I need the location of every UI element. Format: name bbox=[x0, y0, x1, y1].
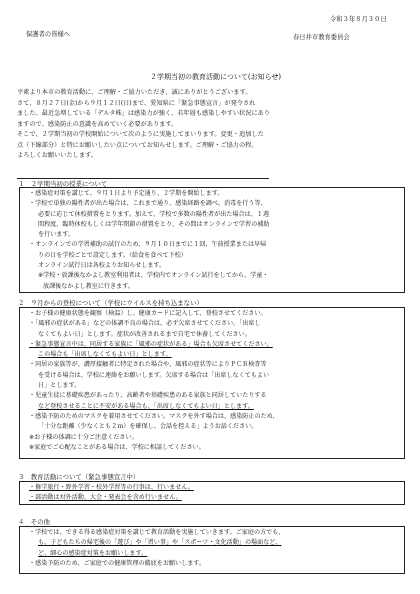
intro-line: さて、８月２７日(金)から９月１２日(日)まで、愛知県に「緊急事態宣言」が発令され bbox=[17, 99, 256, 107]
list-item: ・お子様の健康状態を観察（検温）し、健康カードに記入して、登校させてください。 bbox=[29, 310, 267, 317]
list-item: ・学校では、できる得る感染症対策を講じて教育活動を実施していきます。ご家庭の方でも、 bbox=[29, 529, 285, 536]
list-item: ・児童生徒に基礎疾患があったり、高齢者や基礎疾患のある家族と同居していたりする bbox=[29, 392, 267, 400]
sender: 春日井市教育委員会 bbox=[293, 34, 350, 41]
list-item: 日」とします。 bbox=[38, 382, 81, 390]
list-item: オンライン試行日は各校よりお知らせします。 bbox=[38, 262, 166, 270]
list-item-underlined: この場合も「出席しなくてもよい日」とします。 bbox=[38, 351, 172, 359]
list-item-underlined: も、子どもたちの帰宅後の「遊び」や「習い事」や「スポーツ・文化活動」の場面など、 bbox=[38, 539, 282, 547]
list-item: ・学校で単独の陽性者が出た場合は、これまで通り、感染経路を調べ、消毒を行う等、 bbox=[29, 200, 267, 208]
section-3-body bbox=[29, 483, 401, 504]
document-title: ２学期当初の教育活動について(お知らせ) bbox=[150, 73, 282, 81]
list-item: 間程度、臨時休校もしくは学年閉鎖の措置をとり、その間はオンラインで学習の補助 bbox=[38, 220, 270, 228]
date-line: 令和３年８月３０日 bbox=[330, 16, 387, 23]
list-item-underlined: ・修学旅行・野外学習・校外学習等の行事は、行いません。 bbox=[29, 484, 194, 491]
intro-line: 平素より本市の教育活動に、ご理解・ご協力いただき、誠にありがとうございます。 bbox=[17, 89, 252, 96]
note-item: ※家庭でご心配なことがある場合は、学校に相談してください。 bbox=[29, 443, 205, 451]
section-1-heading: １ ２学期当初の授業について bbox=[18, 180, 108, 188]
intro-paragraph bbox=[17, 88, 401, 162]
section-4-heading: ４ その他 bbox=[18, 518, 50, 526]
list-item: 放課後なかよし教室に行きます。 bbox=[43, 282, 134, 290]
intro-line: よろしくお願いいたします。 bbox=[17, 152, 97, 159]
list-item: ・「風邪の症状がある」などの体調不良の場合は、必ず欠席させてください。「出席し bbox=[29, 320, 261, 328]
intro-line: ますので、感染防止の意識を高めていく必要があります。 bbox=[17, 120, 178, 128]
section-2-heading: ２ ９月からの登校について（学校にウイルスを持ち込まない） bbox=[18, 299, 203, 307]
list-item: 必要に応じて休校措置をとります。加えて、学校で多数の陽性者が出た場合は、１週 bbox=[38, 210, 269, 218]
section-1-body bbox=[29, 189, 401, 292]
list-item: なくてもよい日」とします。症状が改善されるまで自宅で休養してください。 bbox=[38, 330, 251, 338]
section-3-heading: ３ 教育活動について（緊急事態宣言中） bbox=[18, 473, 140, 481]
list-item-underlined: ・緊急事態宣言中は、同居する家族に「風邪の症状がある」場合も欠席させてください。 bbox=[29, 340, 273, 348]
list-item: 「十分な距離（少なくとも２ｍ）を確保し、会話を控える」ようお話ください。 bbox=[38, 423, 258, 431]
section-4-body bbox=[29, 528, 401, 569]
intro-line: 点（下線部分）と特にお願いしたい点についてお知らせします。ご理解・ご協力の程、 bbox=[17, 141, 258, 149]
list-item: ※学校・放課後なかよし教室利用者は、学校内でオンライン試行をしてから、学童・ bbox=[38, 272, 269, 280]
intro-line: ました。最近急増している「デルタ株」は感染力が強く、若年層も感染しやすい状況にあり bbox=[17, 110, 271, 117]
list-item: ・感染予防のためのマスクを着用させてください。マスクを外す場合は、感染防止のため、 bbox=[29, 412, 279, 420]
section-2-body bbox=[29, 309, 401, 453]
list-item: ・同居の家族等が、濃厚接触者に特定された場合や、風邪の症状等によりＰＣＲ検査等 bbox=[29, 361, 267, 369]
addressee: 保護者の皆様へ bbox=[26, 31, 71, 38]
list-item: を受ける場合は、学校に連絡をお願いします。欠席する場合は「出席しなくてもよい bbox=[38, 371, 270, 379]
list-item-underlined: など登校させることに不安がある場合も、「出席しなくてもよい日」とします。 bbox=[38, 402, 254, 410]
note-item: ※お子様の体調に十分ご注意ください。 bbox=[29, 433, 138, 441]
list-item-underlined: ど、細心の感染症対策をお願いします。 bbox=[38, 549, 148, 557]
list-item: ・オンラインでの学習補助の試行のため、９月１０日までに１回、午前授業または早帰 bbox=[29, 241, 267, 249]
list-item: りの日を学校ごとで設定します。（給食を食べて下校） bbox=[38, 251, 187, 259]
list-item: を行います。 bbox=[38, 231, 75, 239]
list-item-underlined: ・部活動は対外活動、大会・発表会を含め行いません。 bbox=[29, 494, 182, 502]
intro-line: そこで、２学期当初の学校開始について次のように実施してまいります。変更・追加した bbox=[17, 131, 264, 138]
list-item: ・感染予防のため、ご家庭での健康管理の徹底をお願いします。 bbox=[29, 559, 205, 567]
list-item: ・感染症対策を講じて、９月１日より予定通り、２学期を開始します。 bbox=[29, 190, 224, 197]
